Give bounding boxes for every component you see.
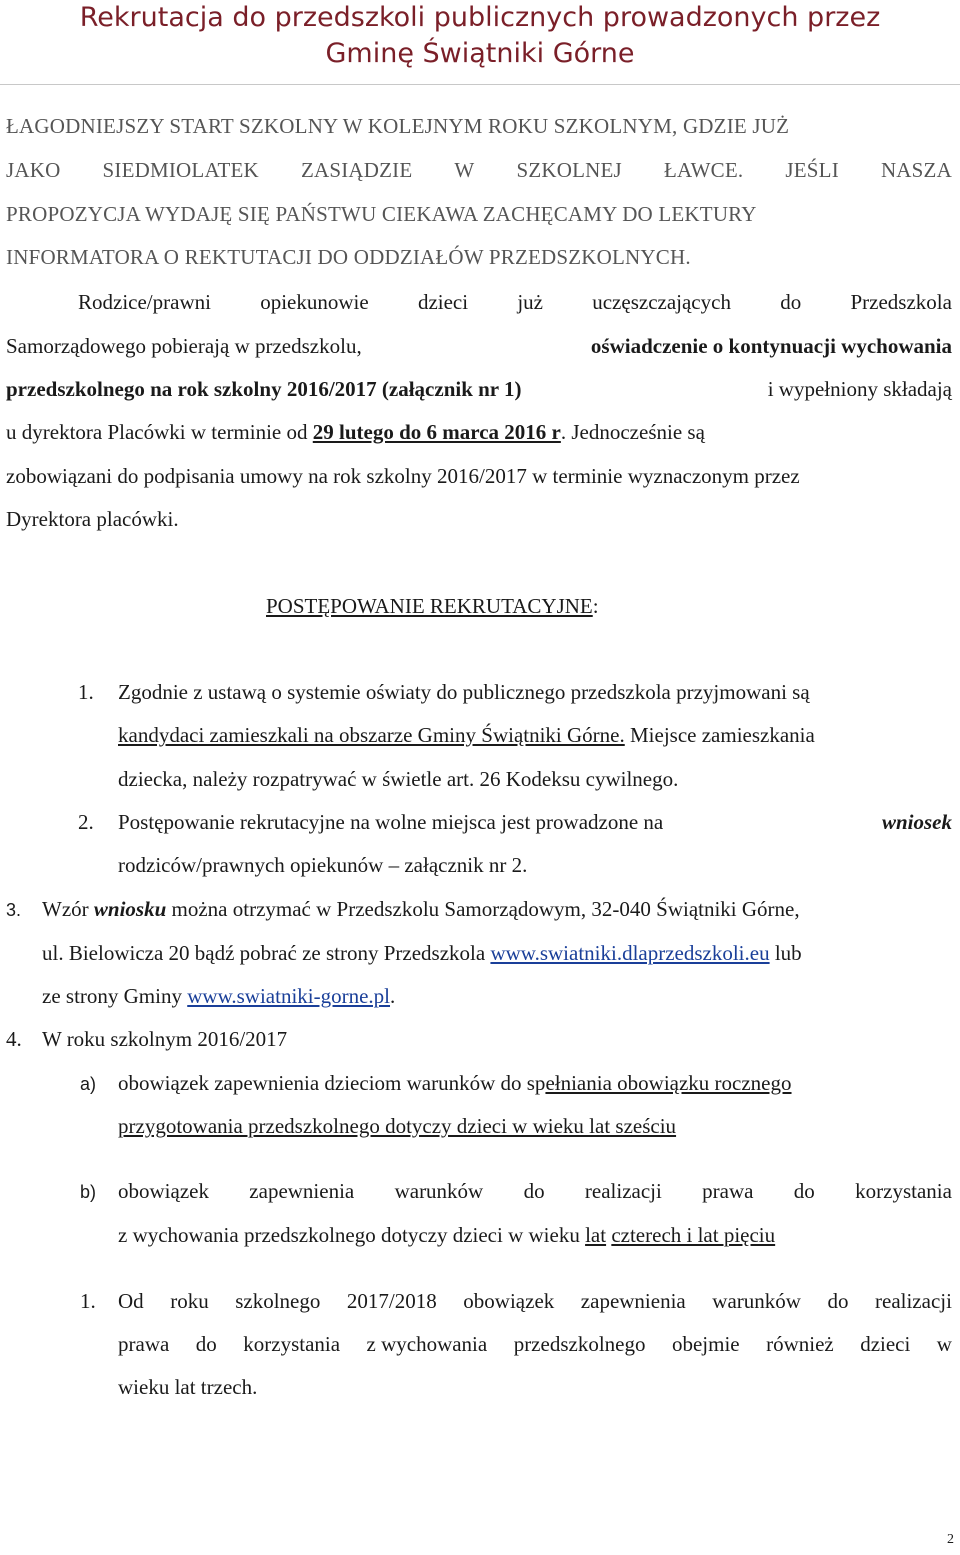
- intro-word: NASZA: [880, 158, 952, 182]
- item-2-number: 2.: [78, 810, 94, 834]
- para1-word: uczęszczających: [592, 290, 731, 314]
- intro-word: JAKO: [6, 158, 61, 182]
- final-item-line-2: [118, 1330, 952, 1358]
- item-3-text: .: [390, 984, 396, 1008]
- para1-line-2: [6, 332, 952, 360]
- para1-line-6: Dyrektora placówki.: [6, 507, 179, 531]
- para1-text: i wypełniony składają: [762, 377, 952, 401]
- item-1-text: Miejsce zamieszkania: [624, 723, 815, 747]
- final-item-word: zapewnienia: [580, 1289, 686, 1313]
- final-item-number: 1.: [80, 1289, 96, 1313]
- item-1-line-1: Zgodnie z ustawą o systemie oświaty do publicznego przedszkola przyjmowani są: [118, 680, 810, 704]
- item-2-line-2: rodziców/prawnych opiekunów – załącznik nr 2.: [118, 853, 528, 877]
- item-3-text: lub: [769, 941, 802, 965]
- item-2-emphasis: wniosek: [881, 810, 952, 834]
- item-1-line-3: dziecka, należy rozpatrywać w świetle art. 26 Kodeksu cywilnego.: [118, 767, 679, 791]
- final-item-word: roku: [170, 1289, 209, 1313]
- page-number: 2: [947, 1532, 954, 1547]
- subitem-b-word: zapewnienia: [249, 1179, 355, 1203]
- subitem-b-word: do: [793, 1179, 815, 1203]
- item-4-number: 4.: [6, 1027, 22, 1051]
- intro-word: ŁAWCE.: [663, 158, 744, 182]
- item-3-line-1: [42, 895, 800, 923]
- subitem-a-marker: a): [80, 1074, 97, 1094]
- final-item-word: 2017/2018: [346, 1289, 437, 1313]
- final-item-word: z wychowania: [366, 1332, 488, 1356]
- final-item-word: obowiązek: [463, 1289, 555, 1313]
- final-item-line-1: [118, 1287, 952, 1315]
- item-3-text: ul. Bielowicza 20 bądź pobrać ze strony Przedszkola: [42, 941, 491, 965]
- subitem-b-marker: b): [80, 1182, 97, 1202]
- para1-word: Przedszkola: [850, 290, 952, 314]
- final-item-word: również: [766, 1332, 834, 1356]
- intro-line-3: PROPOZYCJA WYDAJĘ SIĘ PAŃSTWU CIEKAWA ZACHĘCAMY DO LEKTURY: [6, 202, 757, 226]
- item-3-emphasis: wniosku: [93, 897, 167, 921]
- final-item-word: Od: [118, 1289, 144, 1313]
- subitem-a-underlined: ełniania obowiązku rocznego: [545, 1071, 792, 1095]
- para1-emphasis: oświadczenie o kontynuacji wychowania: [590, 334, 952, 358]
- final-item-word: szkolnego: [235, 1289, 321, 1313]
- section-title: [266, 592, 599, 620]
- para1-text: . Jednocześnie są: [560, 420, 705, 444]
- item-1-line-2: [118, 721, 815, 749]
- subitem-b-line-1: [118, 1177, 952, 1205]
- subitem-b-underlined: lat: [585, 1223, 607, 1247]
- header-title-line2: Gminę Świątniki Górne: [325, 38, 635, 69]
- intro-line-1: ŁAGODNIEJSZY START SZKOLNY W KOLEJNYM ROKU SZKOLNYM, GDZIE JUŻ: [6, 114, 790, 138]
- item-4-line-1: W roku szkolnym 2016/2017: [42, 1027, 288, 1051]
- subitem-b-underlined: czterech i lat pięciu: [611, 1223, 776, 1247]
- final-item-word: do: [827, 1289, 849, 1313]
- para1-word: opiekunowie: [260, 290, 369, 314]
- final-item-word: obejmie: [671, 1332, 740, 1356]
- section-title-text: POSTĘPOWANIE REKRUTACYJNE: [266, 594, 593, 618]
- subitem-b-word: prawa: [702, 1179, 754, 1203]
- subitem-b-line-2: [118, 1221, 775, 1249]
- header-title-line1: Rekrutacja do przedszkoli publicznych prowadzonych przez: [79, 2, 881, 33]
- subitem-a-text: obowiązek zapewnienia dzieciom warunków do sp: [118, 1071, 546, 1095]
- deadline-date: 29 lutego do 6 marca 2016 r: [312, 420, 561, 444]
- subitem-b-word: do: [523, 1179, 545, 1203]
- para1-word: do: [780, 290, 802, 314]
- final-item-line-3: wieku lat trzech.: [118, 1375, 258, 1399]
- intro-word: JEŚLI: [785, 158, 839, 182]
- final-item-word: prawa: [118, 1332, 170, 1356]
- preschool-website-link[interactable]: www.swiatniki.dlaprzedszkoli.eu: [490, 941, 770, 965]
- final-item-word: realizacji: [875, 1289, 952, 1313]
- final-item-word: do: [195, 1332, 217, 1356]
- intro-word: ZASIĄDZIE: [300, 158, 413, 182]
- final-item-word: korzystania: [243, 1332, 341, 1356]
- intro-line-4: INFORMATORA O REKTUTACJI DO ODDZIAŁÓW PRZEDSZKOLNYCH.: [6, 245, 691, 269]
- item-1-underlined: kandydaci zamieszkali na obszarze Gminy Świątniki Górne.: [118, 723, 625, 747]
- para1-word: już: [517, 290, 543, 314]
- para1-word: dzieci: [417, 290, 469, 314]
- para1-line-1: [78, 288, 952, 316]
- para1-line-3: [6, 375, 952, 403]
- municipality-website-link[interactable]: www.swiatniki-gorne.pl: [187, 984, 391, 1008]
- item-3-number: 3.: [6, 900, 22, 920]
- final-item-word: warunków: [712, 1289, 801, 1313]
- item-3-text: ze strony Gminy: [42, 984, 188, 1008]
- item-3-line-3: [42, 982, 395, 1010]
- section-title-colon: :: [592, 594, 599, 618]
- subitem-b-text: z wychowania przedszkolnego dotyczy dzieci w wieku: [118, 1223, 586, 1247]
- subitem-a-line-1: [118, 1069, 952, 1097]
- page-header: [0, 0, 960, 78]
- header-divider: [0, 84, 960, 85]
- para1-text: Samorządowego pobierają w przedszkolu,: [6, 334, 367, 358]
- para1-line-5: zobowiązani do podpisania umowy na rok szkolny 2016/2017 w terminie wyznaczonym przez: [6, 464, 800, 488]
- item-3-text: Wzór: [42, 897, 94, 921]
- item-2-text: Postępowanie rekrutacyjne na wolne miejsca jest prowadzone na: [118, 810, 669, 834]
- item-3-text: można otrzymać w Przedszkolu Samorządowym, 32-040 Świątniki Górne,: [166, 897, 800, 921]
- item-3-line-2: [42, 939, 802, 967]
- para1-line-4: [6, 418, 705, 446]
- subitem-a-content: [118, 1069, 792, 1097]
- subitem-a-line-2: przygotowania przedszkolnego dotyczy dzieci w wieku lat sześciu: [118, 1114, 677, 1138]
- para1-text: u dyrektora Placówki w terminie od: [6, 420, 313, 444]
- para1-word: Rodzice/prawni: [78, 290, 211, 314]
- item-2-line-1: [118, 808, 952, 836]
- item-1-number: 1.: [78, 680, 94, 704]
- final-item-word: w: [936, 1332, 952, 1356]
- intro-word: SZKOLNEJ: [516, 158, 622, 182]
- intro-word: SIEDMIOLATEK: [102, 158, 259, 182]
- subitem-b-word: obowiązek: [118, 1179, 209, 1203]
- subitem-b-word: warunków: [394, 1179, 484, 1203]
- para1-emphasis: przedszkolnego na rok szkolny 2016/2017 (załącznik nr 1): [6, 377, 522, 401]
- final-item-word: przedszkolnego: [513, 1332, 646, 1356]
- subitem-b-word: realizacji: [584, 1179, 662, 1203]
- intro-word: W: [454, 158, 475, 182]
- final-item-word: dzieci: [860, 1332, 911, 1356]
- intro-line-2: [6, 156, 952, 184]
- subitem-b-word: korzystania: [855, 1179, 952, 1203]
